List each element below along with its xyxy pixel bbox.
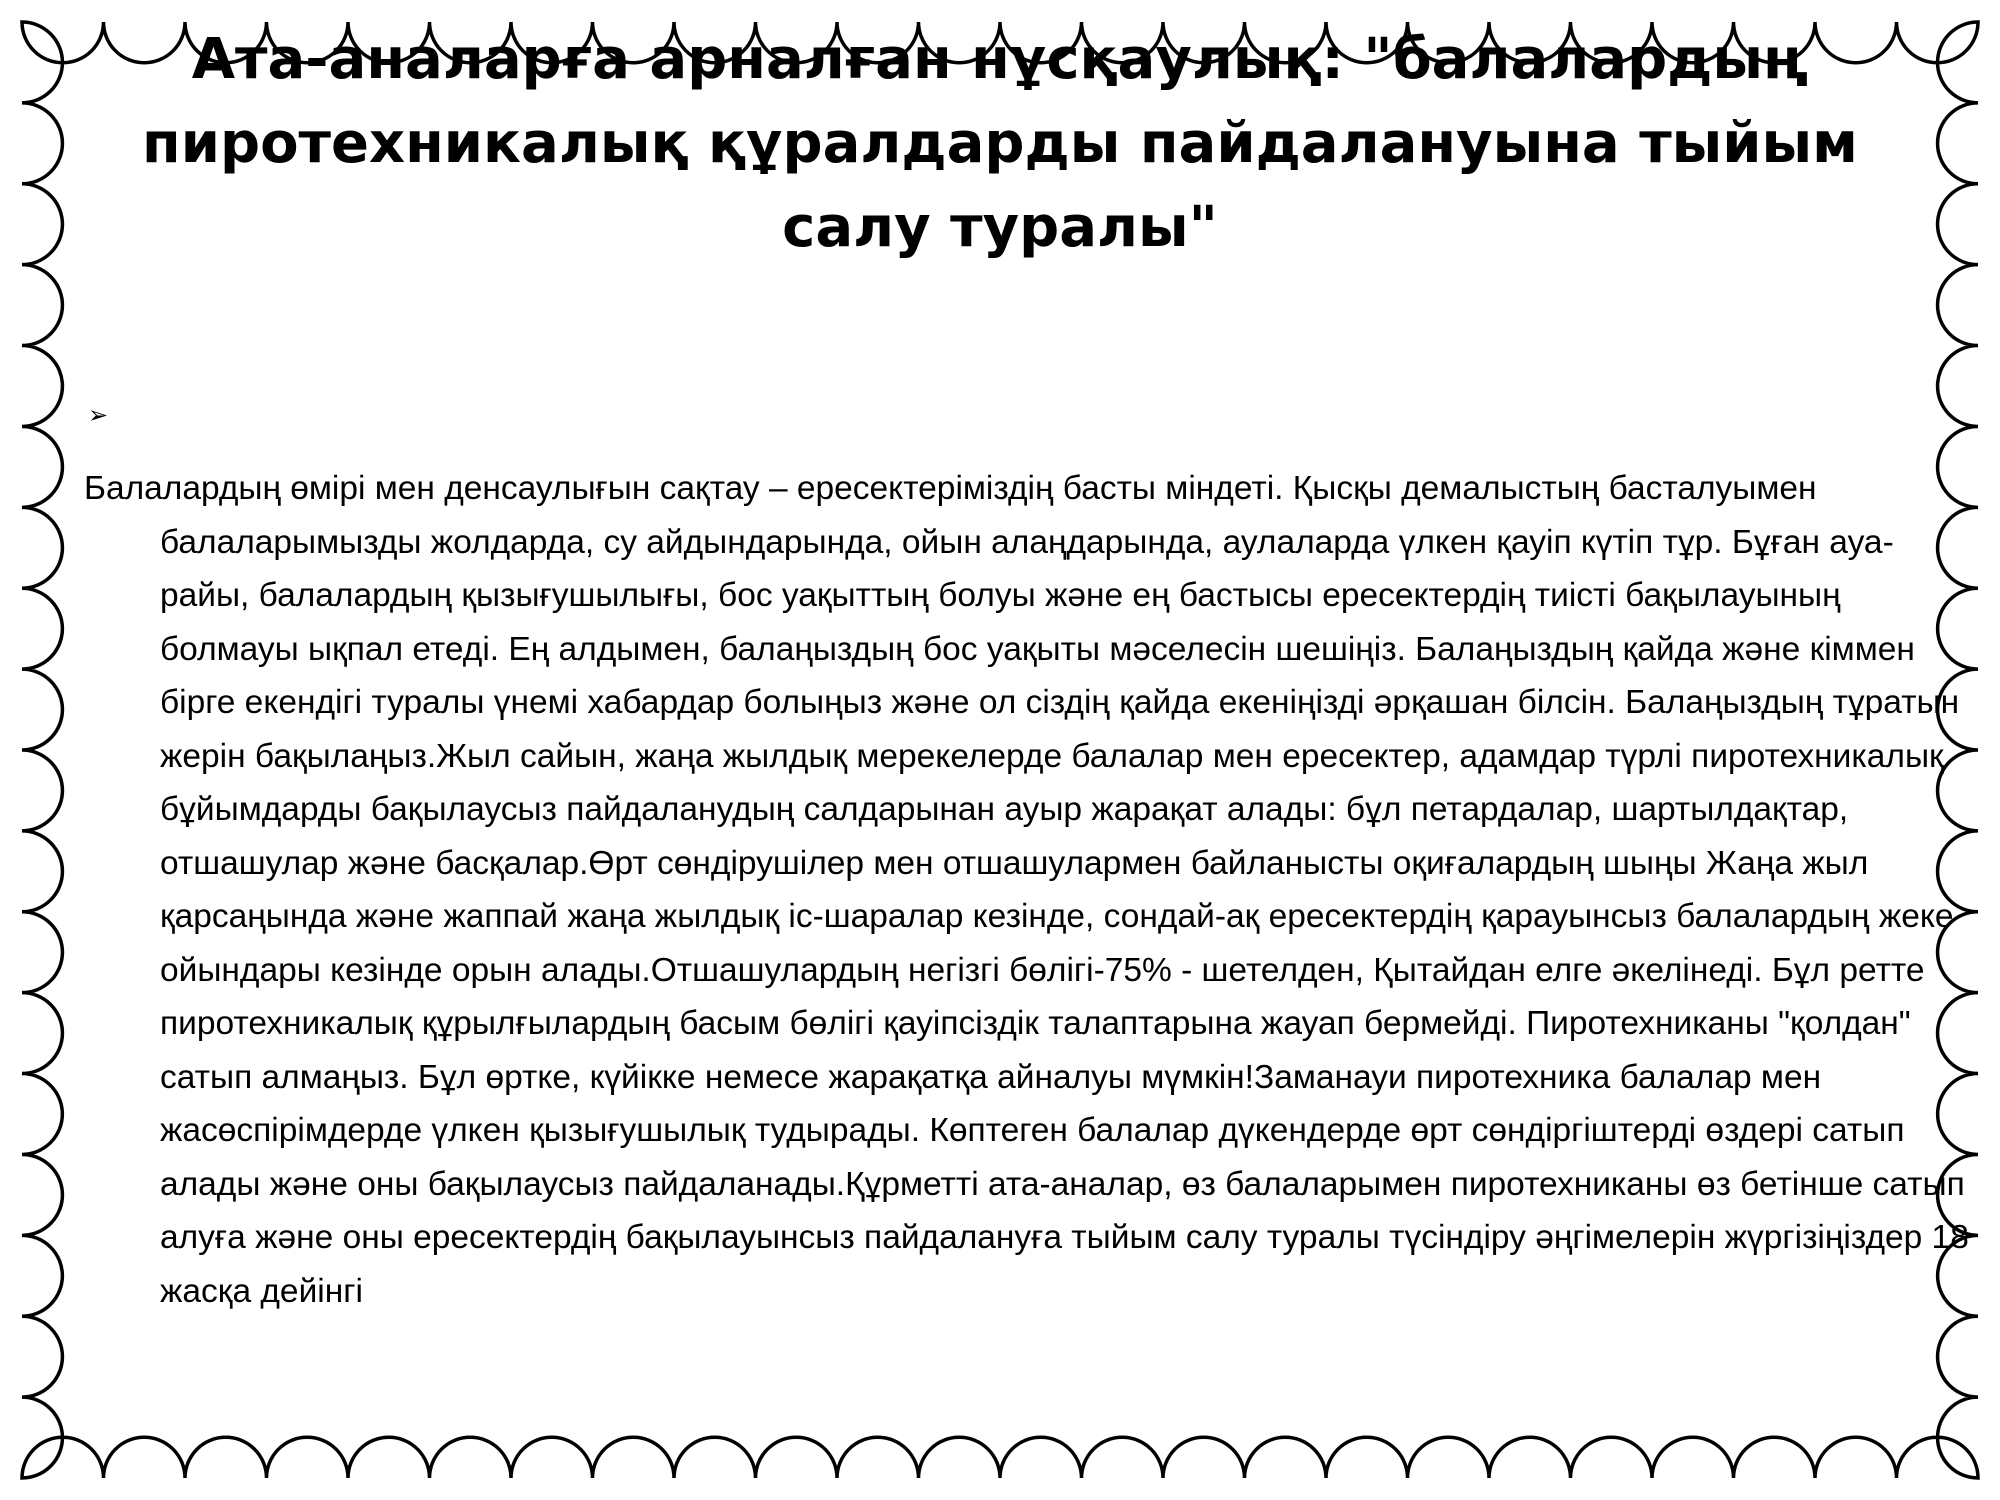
- arrow-bullet-icon: ➢: [88, 401, 109, 429]
- slide-title: Ата-аналарға арналған нұсқаулық: "балалардың пиротехникалық құралдарды пайдалануына тыйым салу туралы": [142, 27, 1858, 260]
- body-paragraph: Балалардың өмірі мен денсаулығын сақтау – ересектеріміздің басты міндеті. Қысқы демалыстың басталуымен балаларымызды жолдарда, су айдындарында, ойын алаңдарында, аулаларда үлкен қауіп күтіп тұр. Бұған ауа-райы, балалардың қызығушылығы, бос уақыттың болуы және ең бастысы ересектердің тиісті бақылауының болмауы ықпал етеді. Ең алдымен, балаңыздың бос уақыты мәселесін шешіңіз. Балаңыздың қайда және кіммен бірге екендігі туралы үнемі хабардар болыңыз және ол сіздің қайда екеніңізді әрқашан білсін. Балаңыздың тұратын жерін бақылаңыз.Жыл сайын, жаңа жылдық мерекелерде балалар мен ересектер, адамдар түрлі пиротехникалық бұйымдарды бақылаусыз пайдаланудың салдарынан ауыр жарақат алады: бұл петардалар, шартылдақтар, отшашулар және басқалар.Өрт сөндірушілер мен отшашулармен байланысты оқиғалардың шыңы Жаңа жыл қарсаңында және жаппай жаңа жылдық іс-шаралар кезінде, сондай-ақ ересектердің қарауынсыз балалардың жеке ойындары кезінде орын алады.Отшашулардың негізгі бөлігі-75% - шетелден, Қытайдан елге әкелінеді. Бұл ретте пиротехникалық құрылғылардың басым бөлігі қауіпсіздік талаптарына жауап бермейді. Пиротехниканы "қолдан" сатып алмаңыз. Бұл өртке, күйікке немесе жарақатқа айналуы мүмкін!Заманауи пиротехника балалар мен жасөспірімдерде үлкен қызығушылық тудырады. Көптеген балалар дүкендерде өрт сөндіргіштерді өздері сатып алады және оны бақылаусыз пайдаланады.Құрметті ата-аналар, өз балаларымен пиротехниканы өз бетінше сатып алуға және оны ересектердің бақылауынсыз пайдалануға тыйым салу туралы түсіндіру әңгімелерін жүргізіңіздер 18 жасқа дейінгі: [84, 470, 1969, 1310]
